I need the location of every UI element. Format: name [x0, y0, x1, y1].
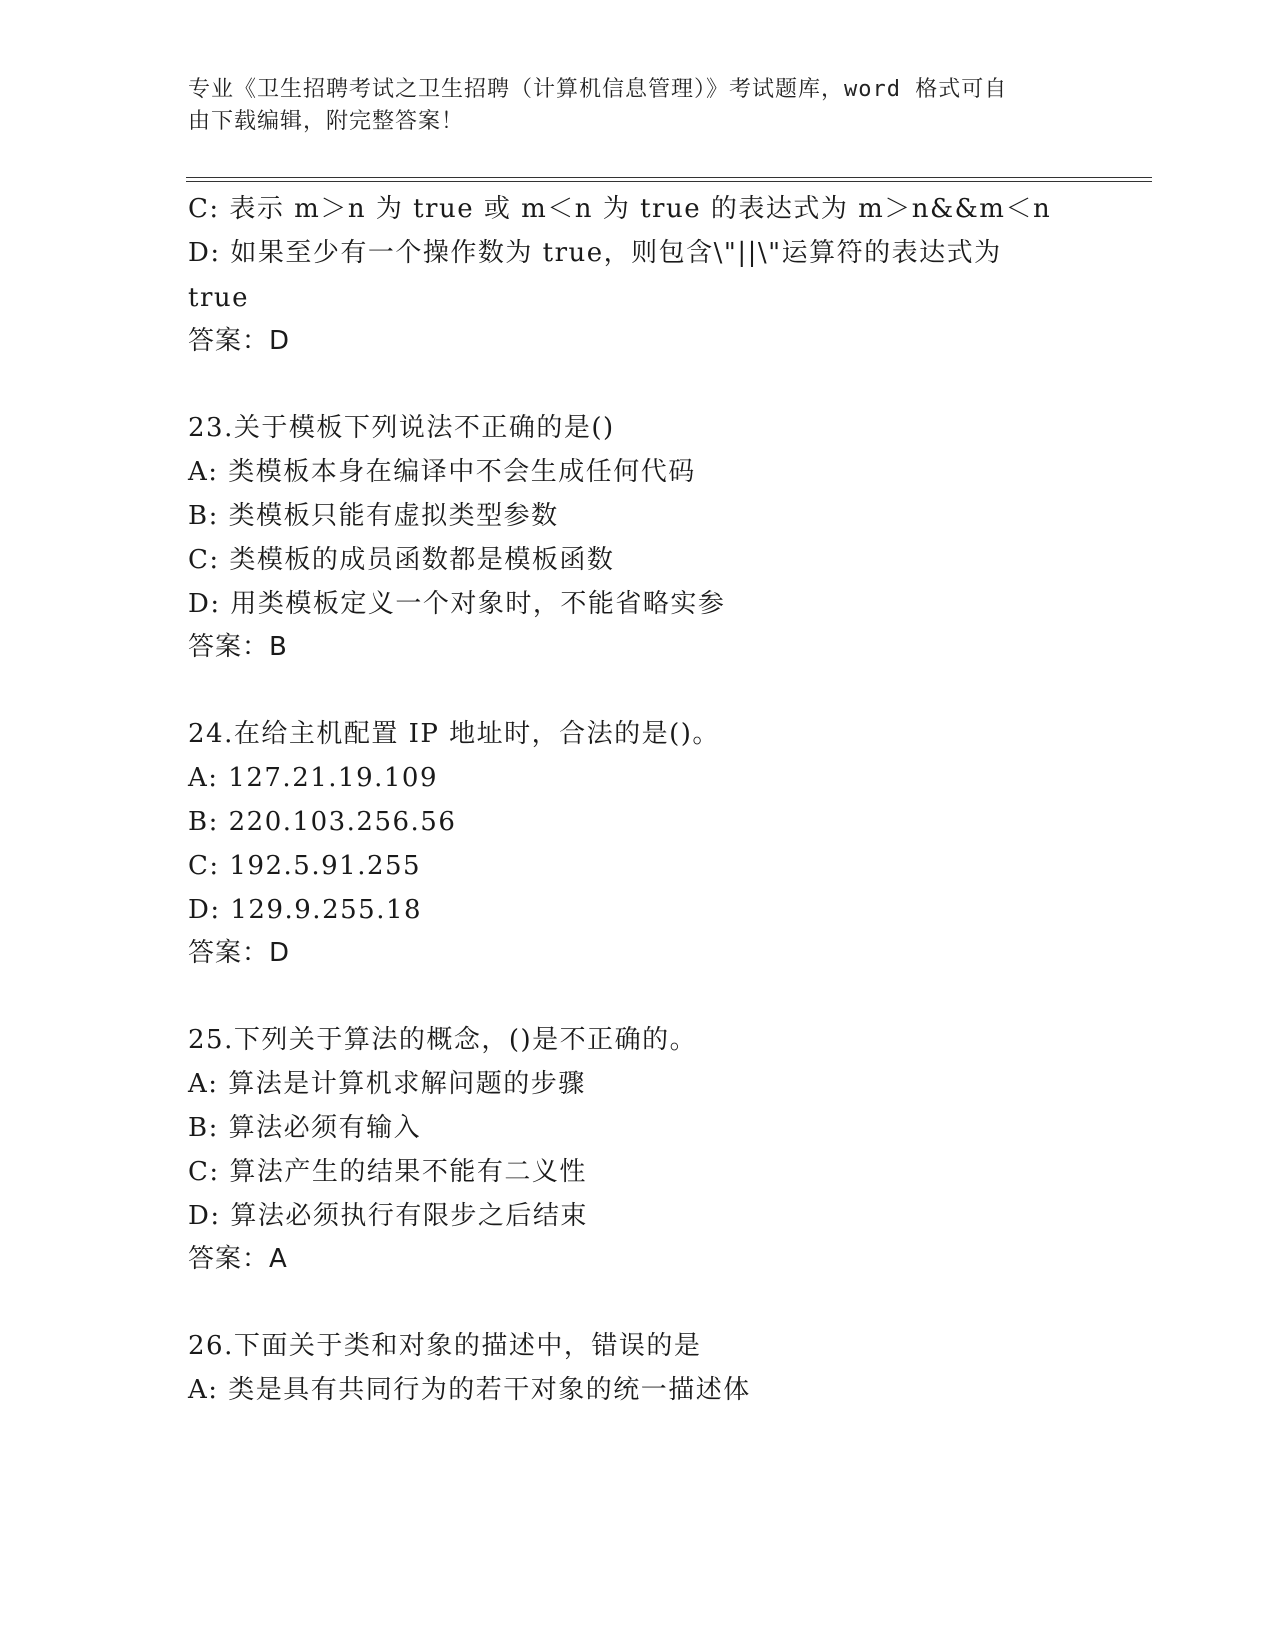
question-24-option-a: A: 127.21.19.109 — [188, 763, 439, 793]
document-header — [188, 74, 1068, 138]
option-c-prev: C: 表示 m＞n 为 true 或 m＜n 为 true 的表达式为 m＞n&&m＜n — [188, 194, 1052, 224]
question-24-stem: 24.在给主机配置 IP 地址时，合法的是()。 — [188, 719, 720, 749]
header-divider-bottom — [186, 181, 1152, 182]
question-26-stem: 26.下面关于类和对象的描述中，错误的是 — [188, 1331, 702, 1361]
question-25-stem: 25.下列关于算法的概念，()是不正确的。 — [188, 1025, 698, 1055]
question-25-option-a: A: 算法是计算机求解问题的步骤 — [188, 1069, 586, 1099]
question-23-option-c: C: 类模板的成员函数都是模板函数 — [188, 545, 615, 575]
question-26-option-a: A: 类是具有共同行为的若干对象的统一描述体 — [188, 1375, 751, 1405]
question-24-option-d: D: 129.9.255.18 — [188, 895, 423, 925]
question-25-option-b: B: 算法必须有输入 — [188, 1113, 422, 1143]
question-23-answer: 答案：B — [188, 632, 288, 662]
question-24-answer: 答案：D — [188, 938, 291, 968]
question-23-stem: 23.关于模板下列说法不正确的是() — [188, 413, 615, 443]
header-divider-top — [186, 177, 1152, 178]
header-line-1: 专业《卫生招聘考试之卫生招聘（计算机信息管理）》考试题库，word 格式可自 — [188, 77, 1008, 102]
question-23-option-a: A: 类模板本身在编译中不会生成任何代码 — [188, 457, 696, 487]
question-24-option-c: C: 192.5.91.255 — [188, 851, 422, 881]
question-23-option-b: B: 类模板只能有虚拟类型参数 — [188, 501, 559, 531]
question-25-option-d: D: 算法必须执行有限步之后结束 — [188, 1201, 588, 1231]
question-25-answer: 答案：A — [188, 1244, 288, 1274]
option-d-prev-continued: true — [188, 283, 250, 313]
question-23-option-d: D: 用类模板定义一个对象时，不能省略实参 — [188, 589, 726, 619]
answer-prev: 答案：D — [188, 326, 291, 356]
option-d-prev: D: 如果至少有一个操作数为 true，则包含\"||\"运算符的表达式为 — [188, 238, 1002, 268]
header-line-2: 由下载编辑，附完整答案！ — [188, 109, 465, 134]
question-24-option-b: B: 220.103.256.56 — [188, 807, 457, 837]
question-25-option-c: C: 算法产生的结果不能有二义性 — [188, 1157, 587, 1187]
